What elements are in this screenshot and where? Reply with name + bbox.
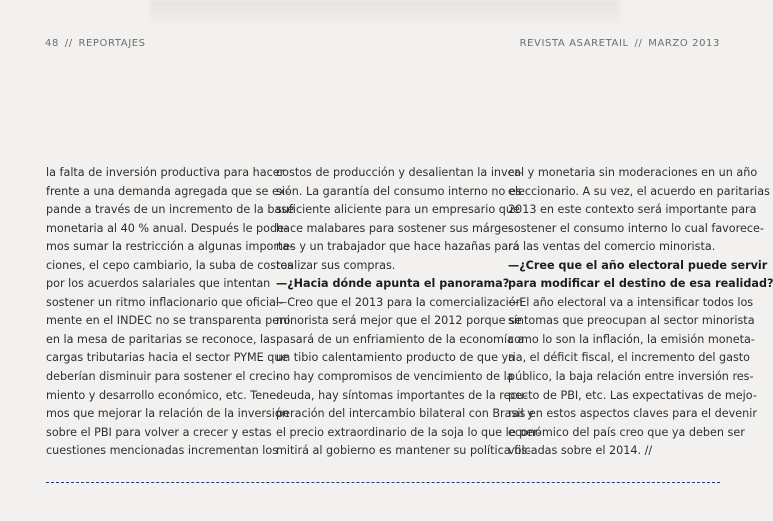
text-line: deuda, hay síntomas importantes de la recu-	[276, 388, 528, 402]
text-line: nes y un trabajador que hace hazañas para	[276, 240, 520, 254]
page-header-left	[45, 38, 146, 49]
text-line: no hay compromisos de vencimiento de la	[276, 370, 514, 384]
text-line: ciones, el cepo cambiario, la suba de costos	[46, 258, 294, 272]
text-line: minorista será mejor que el 2012 porque se	[276, 314, 522, 328]
text-line: mente en el INDEC no se transparenta pero	[46, 314, 291, 328]
text-line: miento y desarrollo económico, etc. Tene-	[46, 388, 281, 402]
magazine-name: REVISTA ASARETAIL	[519, 38, 629, 49]
text-line: peración del intercambio bilateral con Brasil y	[276, 407, 534, 421]
text-line: sión. La garantía del consumo interno no es	[276, 184, 522, 198]
text-line: —Creo que el 2013 para la comercialización	[276, 295, 523, 309]
text-line: un tibio calentamiento producto de que ya	[276, 351, 516, 365]
text-line: mos sumar la restricción a algunas importa-	[46, 240, 294, 254]
text-line: como lo son la inflación, la emisión moneta-	[508, 332, 755, 346]
text-column-3	[508, 164, 773, 461]
text-line: monetaria al 40 % anual. Después le pode-	[46, 221, 288, 235]
text-line: económico del país creo que ya deben ser	[508, 425, 745, 439]
section-title: REPORTAJES	[78, 38, 146, 49]
text-line: mos que mejorar la relación de la inversión	[46, 407, 289, 421]
interview-question: para modificar el destino de esa realidad?	[508, 277, 773, 291]
text-line: 2013 en este contexto será importante para	[508, 203, 757, 217]
text-line: público, la baja relación entre inversión res-	[508, 370, 754, 384]
text-line: pasará de un enfriamiento de la economía a	[276, 332, 525, 346]
page-header-right	[520, 38, 720, 49]
text-line: cal y monetaria sin moderaciones en un año	[508, 166, 758, 179]
text-line: eleccionario. A su vez, el acuerdo en paritarias	[508, 184, 770, 198]
interview-question: —¿Cree que el año electoral puede servir	[508, 258, 768, 272]
text-line: suficiente aliciente para un empresario que	[276, 203, 520, 217]
text-line: ras en estos aspectos claves para el devenir	[508, 407, 757, 421]
text-line: rá las ventas del comercio minorista.	[508, 240, 716, 254]
text-column-2	[276, 164, 542, 461]
text-line: frente a una demanda agregada que se ex-	[46, 184, 290, 198]
text-line: pande a través de un incremento de la base	[46, 203, 294, 217]
text-line: realizar sus compras.	[276, 258, 396, 272]
text-line: costos de producción y desalientan la inver-	[276, 166, 523, 179]
text-line: sobre el PBI para volver a crecer y estas	[46, 425, 272, 439]
text-line: síntomas que preocupan al sector minorista	[508, 314, 755, 328]
text-line: volcadas sobre el 2014. //	[508, 444, 653, 458]
footer-dashed-rule	[46, 482, 720, 483]
text-line: en la mesa de paritarias se reconoce, las	[46, 332, 276, 346]
page-number: 48	[45, 38, 59, 49]
text-line: cargas tributarias hacia el sector PYME que	[46, 351, 289, 365]
scan-smudge	[150, 0, 620, 28]
text-line: el precio extraordinario de la soja lo que le per-	[276, 425, 542, 439]
text-line: la falta de inversión productiva para hacer	[46, 166, 285, 179]
text-line: sostener un ritmo inflacionario que oficial-	[46, 295, 284, 309]
text-line: mitirá al gobierno es mantener su política fis-	[276, 444, 532, 458]
text-line: hace malabares para sostener sus márge-	[276, 221, 513, 235]
interview-question: —¿Hacia dónde apunta el panorama?	[276, 277, 510, 291]
text-column-1	[46, 164, 294, 461]
text-line: sostener el consumo interno lo cual favorece-	[508, 221, 764, 235]
text-line: por los acuerdos salariales que intentan	[46, 277, 271, 291]
text-line: deberían disminuir para sostener el creci-	[46, 370, 280, 384]
text-line: cuestiones mencionadas incrementan los	[46, 444, 279, 458]
header-separator: //	[64, 38, 73, 49]
issue-date: MARZO 2013	[648, 38, 720, 49]
text-line: —El año electoral va a intensificar todos los	[508, 295, 754, 309]
text-line: pecto de PBI, etc. Las expectativas de mejo-	[508, 388, 757, 402]
header-separator: //	[634, 38, 643, 49]
text-line: ria, el déficit fiscal, el incremento del gasto	[508, 351, 751, 365]
